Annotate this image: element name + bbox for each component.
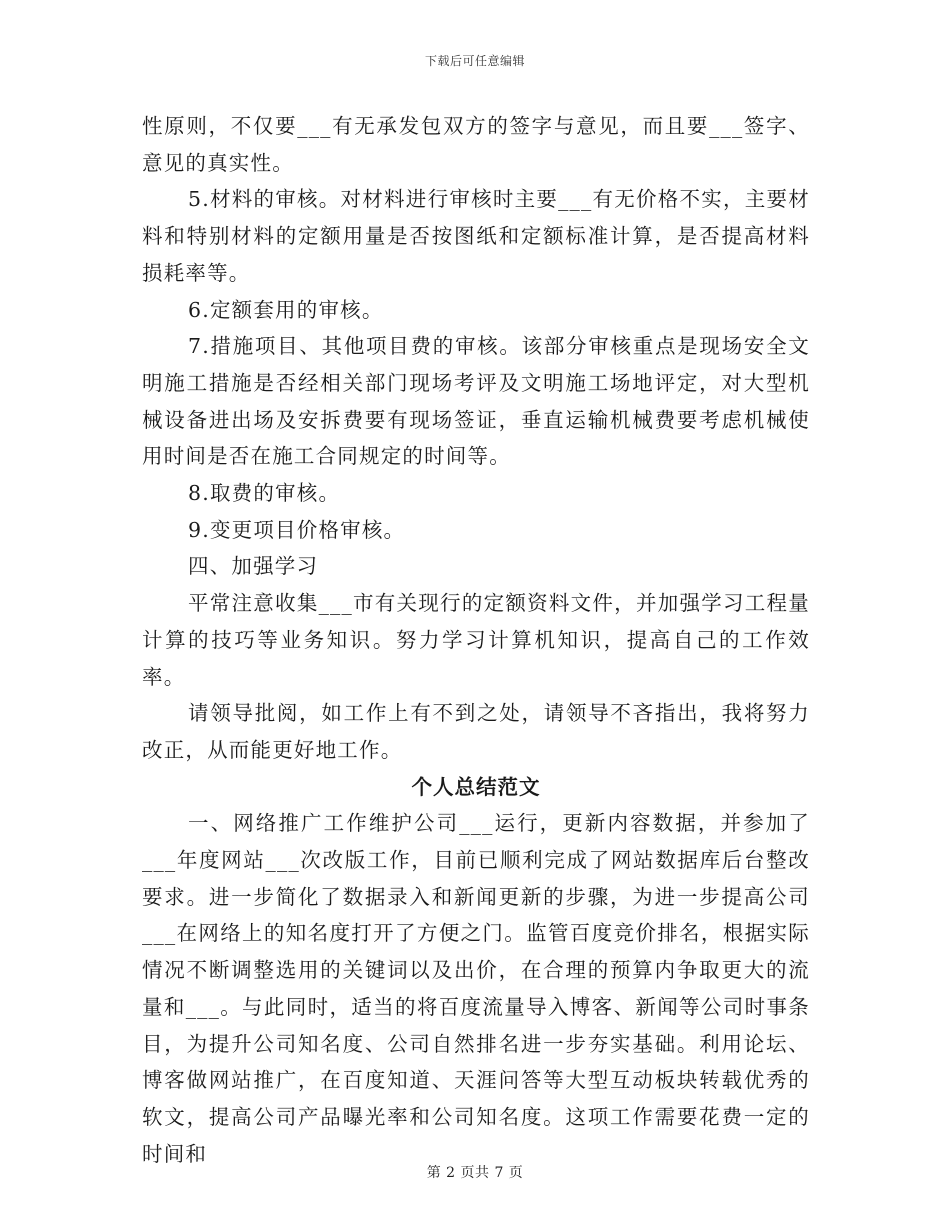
paragraph: 一、网络推广工作维护公司___运行，更新内容数据，并参加了___年度网站___次改版工作，目前已顺利完成了网站数据库后台整改要求。进一步简化了数据录入和新闻更新的步骤，为进一步提高公司___在网络上的知名度打开了方便之门。监管百度竞价排名，根据实际情况不断调整选用的关键词以及出价，在合理的预算内争取更大的流量和___。与此同时，适当的将百度流量导入博客、新闻等公司时事条目，为提升公司知名度、公司自然排名进一步夯实基础。利用论坛、博客做网站推广，在百度知道、天涯问答等大型互动板块转载优秀的软文，提高公司产品曝光率和公司知名度。这项工作需要花费一定的时间和 — [142, 811, 810, 1166]
paragraph: 8.取费的审核。 — [188, 481, 341, 506]
paragraph: 6.定额套用的审核。 — [188, 297, 384, 322]
paragraph: 平常注意收集___市有关现行的定额资料文件，并加强学习工程量计算的技巧等业务知识。努力学习计算机知识，提高自己的工作效率。 — [142, 591, 810, 689]
paragraph: 性原则，不仅要___有无承发包双方的签字与意见，而且要___签字、意见的真实性。 — [142, 114, 810, 175]
paragraph: 7.措施项目、其他项目费的审核。该部分审核重点是现场安全文明施工措施是否经相关部门现场考评及文明施工场地评定，对大型机械设备进出场及安拆费要有现场签证，垂直运输机械费要考虑机械使用时间是否在施工合同规定的时间等。 — [142, 334, 810, 469]
page-header: 下载后可任意编辑 — [424, 54, 525, 68]
page-footer: 第 2 页共 7 页 — [426, 1165, 524, 1181]
section-heading: 四、加强学习 — [188, 554, 319, 579]
document-title: 个人总结范文 — [411, 774, 541, 799]
document-body — [142, 108, 810, 1172]
paragraph: 5.材料的审核。对材料进行审核时主要___有无价格不实，主要材料和特别材料的定额用量是否按图纸和定额标准计算，是否提高材料损耗率等。 — [142, 187, 810, 285]
paragraph: 9.变更项目价格审核。 — [188, 517, 406, 542]
paragraph: 请领导批阅，如工作上有不到之处，请领导不吝指出，我将努力改正，从而能更好地工作。 — [142, 701, 810, 762]
